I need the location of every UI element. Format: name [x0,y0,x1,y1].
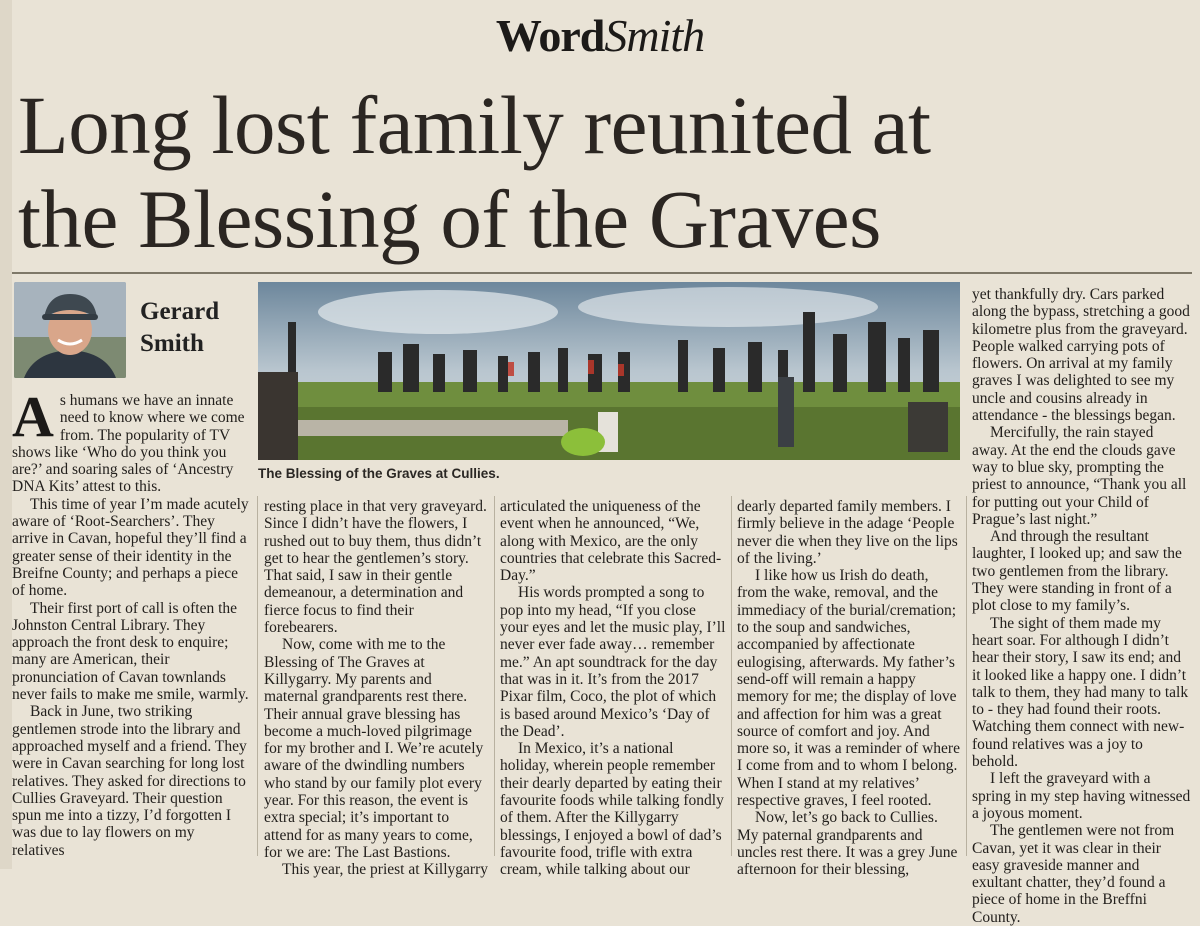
article-paragraph: His words prompted a song to pop into my head, “If you close your eyes and let the music play, I’ll never ever fade away… remember me.” An apt soundtrack for the day that was in it. It’s from the 2017 Pixar film, Coco, the plot of which is based around Mexico’s ‘Day of the Dead’. [500,584,726,740]
graveyard-photo [258,282,960,460]
article-paragraph: Back in June, two striking gentlemen strode into the library and approached myself and a friend. They were in Cavan searching for long lost relatives. They asked for directions to Cullies Graveyard. Their question spun me into a tizzy, I’d forgotten I was due to lay flowers on my relatives [12,703,247,859]
article-paragraph: This time of year I’m made acutely aware of ‘Root-Searchers’. They arrive in Cavan, hopeful they’ll find a greater sense of their identity in the Breifne County; and perhaps a piece of home. [12,495,249,600]
article-column-5 [972,286,1192,926]
article-paragraph: dearly departed family members. I firmly believe in the adage ‘People never die when they live on the lips of the living.’ [737,498,958,567]
article-paragraph: I left the graveyard with a spring in my step having witnessed a joyous moment. [972,770,1191,822]
article-paragraph: Mercifully, the rain stayed away. At the end the clouds gave way to blue sky, prompting the priest to announce, “Thank you all for putting out your Child of Prague’s last night.” [972,424,1187,528]
article-paragraph: I like how us Irish do death, from the wake, removal, and the immediacy of the burial/cremation; to the soup and sandwiches, accompanied by affectionate eulogising, afterwards. My father’s send-off will remain a happy memory for me; the display of love and affection for him was a great source of comfort and joy. And more so, it was a reminder of where I come from and to whom I belong. When I stand at my relatives’ respective graves, I feel rooted. [737,567,960,810]
author-first-name: Gerard [140,298,220,325]
article-column-1 [12,384,250,859]
column-gutter [966,496,967,856]
column-gutter [494,496,495,856]
masthead-word: Word [495,10,605,61]
article-paragraph: Now, let’s go back to Cullies. My paternal grandparents and uncles rest there. It was a grey June afternoon for their blessing, [737,809,958,879]
author-last-name: Smith [140,330,204,357]
column-masthead [0,8,1200,62]
article-paragraph: And through the resultant laughter, I looked up; and saw the two gentlemen from the library. They were standing in front of a plot close to my family’s. [972,528,1182,615]
headline-line-2: the Blessing of the Graves [18,173,881,265]
article-column-4 [737,498,961,879]
article-paragraph: In Mexico, it’s a national holiday, wherein people remember their dearly departed by eating their favourite foods while talking fondly of them. After the Killygarry blessings, I enjoyed a bowl of dad’s favourite food, trifle with extra cream, while talking about our [500,740,724,879]
author-photo [14,282,126,378]
article-paragraph: articulated the uniqueness of the event when he announced, “We, along with Mexico, are the only countries that celebrate this Sacred-Day.” [500,498,722,585]
article-column-3 [500,498,726,879]
article-column-2 [264,498,489,879]
article-paragraph: Their first port of call is often the Johnston Central Library. They approach the front desk to enquire; many are American, their pronunciation of Cavan townlands never fails to make me smile, warmly. [12,599,249,704]
article-paragraph: The sight of them made my heart soar. For although I didn’t hear their story, I saw its end; and it looked like a happy one. I didn’t talk to them, they had many to talk to - they had found their roots. Watching them connect with new-found relatives was a joy to behold. [972,614,1189,771]
column-gutter [257,496,258,856]
article-paragraph: The gentlemen were not from Cavan, yet it was clear in their easy graveside manner and exultant chatter, they’d found a piece of home in the Breffni County. [972,822,1175,926]
article-paragraph: Now, come with me to the Blessing of The Graves at Killygarry. My parents and maternal grandparents rest there. Their annual grave blessing has become a much-loved pilgrimage for my brother and I. We’re acutely aware of the dwindling numbers who stand by our family plot every year. For this reason, the event is extra special; it’s important to attend for as many years to come, for we are: The Last Bastions. [264,636,484,861]
page-edge-shadow [0,0,12,869]
article-paragraph: As humans we have an innate need to know where we come from. The popularity of TV shows like ‘Who do you think you are?’ and soaring sales of ‘Ancestry DNA Kits’ attest to this. [12,384,245,496]
author-name [140,296,250,360]
masthead-smith: Smith [604,10,705,61]
drop-cap: A [12,384,54,449]
article-paragraph: resting place in that very graveyard. Since I didn’t have the flowers, I rushed out to buy them, thus didn’t get to hear the gentlemen’s story. That said, I saw in their gentle demeanour, a determination and fierce focus to find their forebearers. [264,498,487,637]
article-paragraph: yet thankfully dry. Cars parked along the bypass, stretching a good kilometre plus from the graveyard. People walked carrying pots of flowers. On arrival at my family graves I was delighted to see my uncle and cousins already in attendance - the blessings began. [972,286,1190,425]
article-headline [18,78,1188,266]
article-paragraph: This year, the priest at Killygarry [282,861,488,879]
photo-caption: The Blessing of the Graves at Cullies. [258,466,500,481]
column-gutter [731,496,732,856]
section-rule [12,272,1192,274]
headline-line-1: Long lost family reunited at [18,79,931,171]
